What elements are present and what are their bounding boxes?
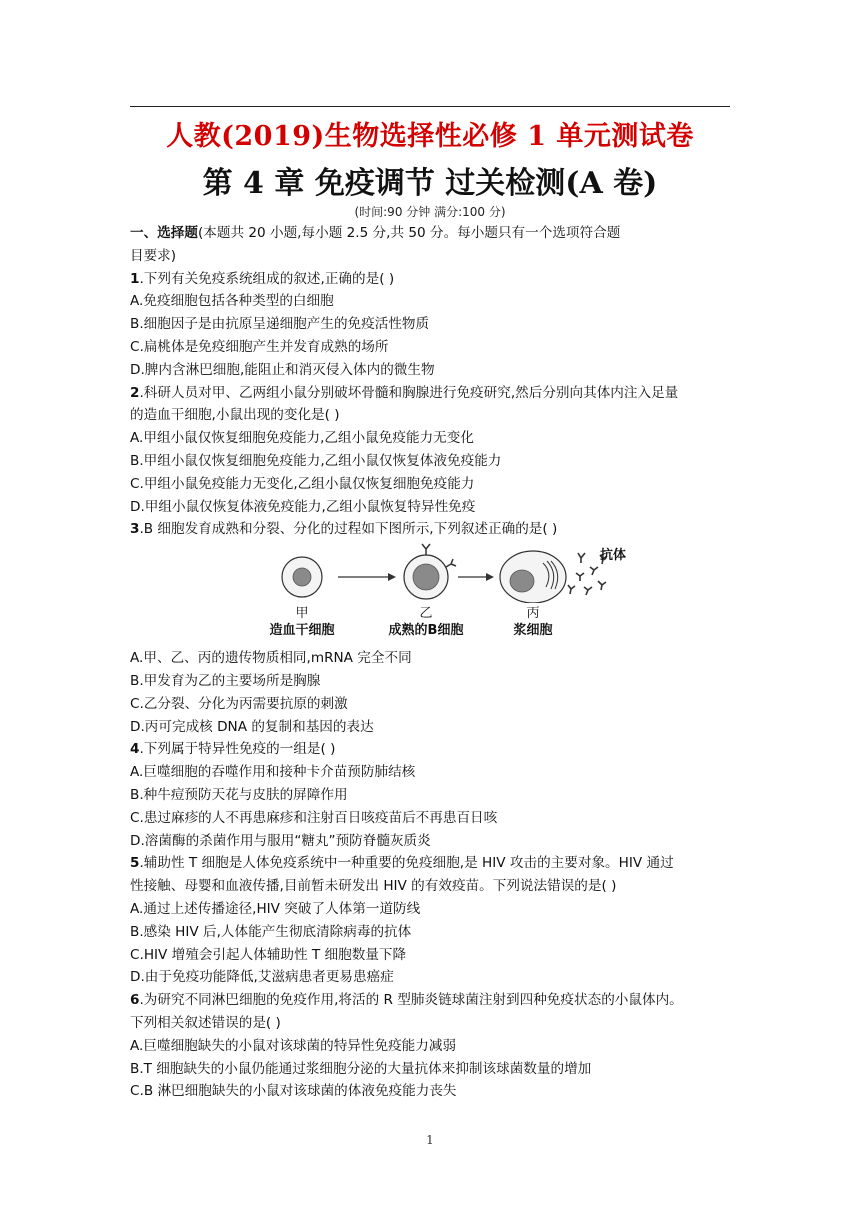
hematopoietic-stem-cell xyxy=(282,557,322,597)
label-bing: 丙 浆细胞 xyxy=(513,606,553,639)
question-6-stem-cont: 下列相关叙述错误的是( ) xyxy=(130,1014,281,1031)
question-6-option-a: A.巨噬细胞缺失的小鼠对该球菌的特异性免疫能力减弱 xyxy=(130,1037,457,1054)
question-1-option-b: B.细胞因子是由抗原呈递细胞产生的免疫活性物质 xyxy=(130,316,430,333)
question-6-option-b: B.T 细胞缺失的小鼠仍能通过浆细胞分泌的大量抗体来抑制该球菌数量的增加 xyxy=(130,1060,592,1077)
question-3-option-b: B.甲发育为乙的主要场所是胸腺 xyxy=(130,672,321,689)
b-cell-diagram xyxy=(130,543,730,643)
question-5-option-a: A.通过上述传播途径,HIV 突破了人体第一道防线 xyxy=(130,900,421,917)
b-cell-process-svg xyxy=(250,543,610,603)
antibody-label: 抗体 xyxy=(600,548,627,564)
mature-b-cell xyxy=(404,544,456,599)
exam-info: (时间:90 分钟 满分:100 分) xyxy=(354,205,506,219)
question-4-option-c: C.患过麻疹的人不再患麻疹和注射百日咳疫苗后不再患百日咳 xyxy=(130,809,498,826)
section-heading: 一、选择题(本题共 20 小题,每小题 2.5 分,共 50 分。每小题只有一个选项符合题 xyxy=(130,225,621,241)
question-4-stem: 4.下列属于特异性免疫的一组是( ) xyxy=(130,741,336,758)
plasma-cell xyxy=(500,551,566,603)
question-4-option-d: D.溶菌酶的杀菌作用与服用“糖丸”预防脊髓灰质炎 xyxy=(130,832,431,849)
question-5-stem: 5.辅助性 T 细胞是人体免疫系统中一种重要的免疫细胞,是 HIV 攻击的主要对象。HIV 通过 xyxy=(130,855,674,872)
question-2-stem: 2.科研人员对甲、乙两组小鼠分别破坏骨髓和胸腺进行免疫研究,然后分别向其体内注入足量 xyxy=(130,384,679,401)
question-5-stem-cont: 性接触、母婴和血液传播,目前暂未研发出 HIV 的有效疫苗。下列说法错误的是( ) xyxy=(130,878,617,895)
question-3-stem: 3.B 细胞发育成熟和分裂、分化的过程如下图所示,下列叙述正确的是( ) xyxy=(130,521,558,538)
question-2-option-b: B.甲组小鼠仅恢复细胞免疫能力,乙组小鼠仅恢复体液免疫能力 xyxy=(130,452,502,469)
question-3-option-c: C.乙分裂、分化为丙需要抗原的刺激 xyxy=(130,695,348,712)
question-1-option-a: A.免疫细胞包括各种类型的白细胞 xyxy=(130,293,334,310)
question-2-option-d: D.甲组小鼠仅恢复体液免疫能力,乙组小鼠恢复特异性免疫 xyxy=(130,498,476,515)
page-number: 1 xyxy=(426,1133,434,1147)
document-title: 人教(2019)生物选择性必修 1 单元测试卷 xyxy=(166,121,694,152)
arrow-2 xyxy=(458,573,494,581)
question-1-option-c: C.扁桃体是免疫细胞产生并发育成熟的场所 xyxy=(130,338,389,355)
question-5-option-d: D.由于免疫功能降低,艾滋病患者更易患癌症 xyxy=(130,969,394,986)
question-5-option-b: B.感染 HIV 后,人体能产生彻底清除病毒的抗体 xyxy=(130,923,412,940)
label-yi: 乙 成熟的B细胞 xyxy=(388,606,464,639)
chapter-title: 第 4 章 免疫调节 过关检测(A 卷) xyxy=(202,166,658,201)
section-desc-cont: 目要求) xyxy=(130,247,177,264)
label-jia: 甲 造血干细胞 xyxy=(269,606,335,639)
header-rule xyxy=(130,106,730,107)
exam-content xyxy=(130,222,730,1103)
question-1-stem: 1.下列有关免疫系统组成的叙述,正确的是( ) xyxy=(130,270,395,287)
question-5-option-c: C.HIV 增殖会引起人体辅助性 T 细胞数量下降 xyxy=(130,946,407,963)
question-3-option-d: D.丙可完成核 DNA 的复制和基因的表达 xyxy=(130,718,374,735)
question-6-stem: 6.为研究不同淋巴细胞的免疫作用,将活的 R 型肺炎链球菌注射到四种免疫状态的小鼠体内。 xyxy=(130,992,683,1009)
question-1-option-d: D.脾内含淋巴细胞,能阻止和消灭侵入体内的微生物 xyxy=(130,361,435,378)
question-6-option-c: C.B 淋巴细胞缺失的小鼠对该球菌的体液免疫能力丧失 xyxy=(130,1083,457,1100)
question-4-option-a: A.巨噬细胞的吞噬作用和接种卡介苗预防肺结核 xyxy=(130,764,416,781)
question-3-option-a: A.甲、乙、丙的遗传物质相同,mRNA 完全不同 xyxy=(130,650,412,667)
question-4-option-b: B.种牛痘预防天花与皮肤的屏障作用 xyxy=(130,786,348,803)
arrow-1 xyxy=(338,573,396,581)
question-2-option-a: A.甲组小鼠仅恢复细胞免疫能力,乙组小鼠免疫能力无变化 xyxy=(130,430,474,447)
question-2-option-c: C.甲组小鼠免疫能力无变化,乙组小鼠仅恢复细胞免疫能力 xyxy=(130,475,475,492)
question-2-stem-cont: 的造血干细胞,小鼠出现的变化是( ) xyxy=(130,407,340,424)
